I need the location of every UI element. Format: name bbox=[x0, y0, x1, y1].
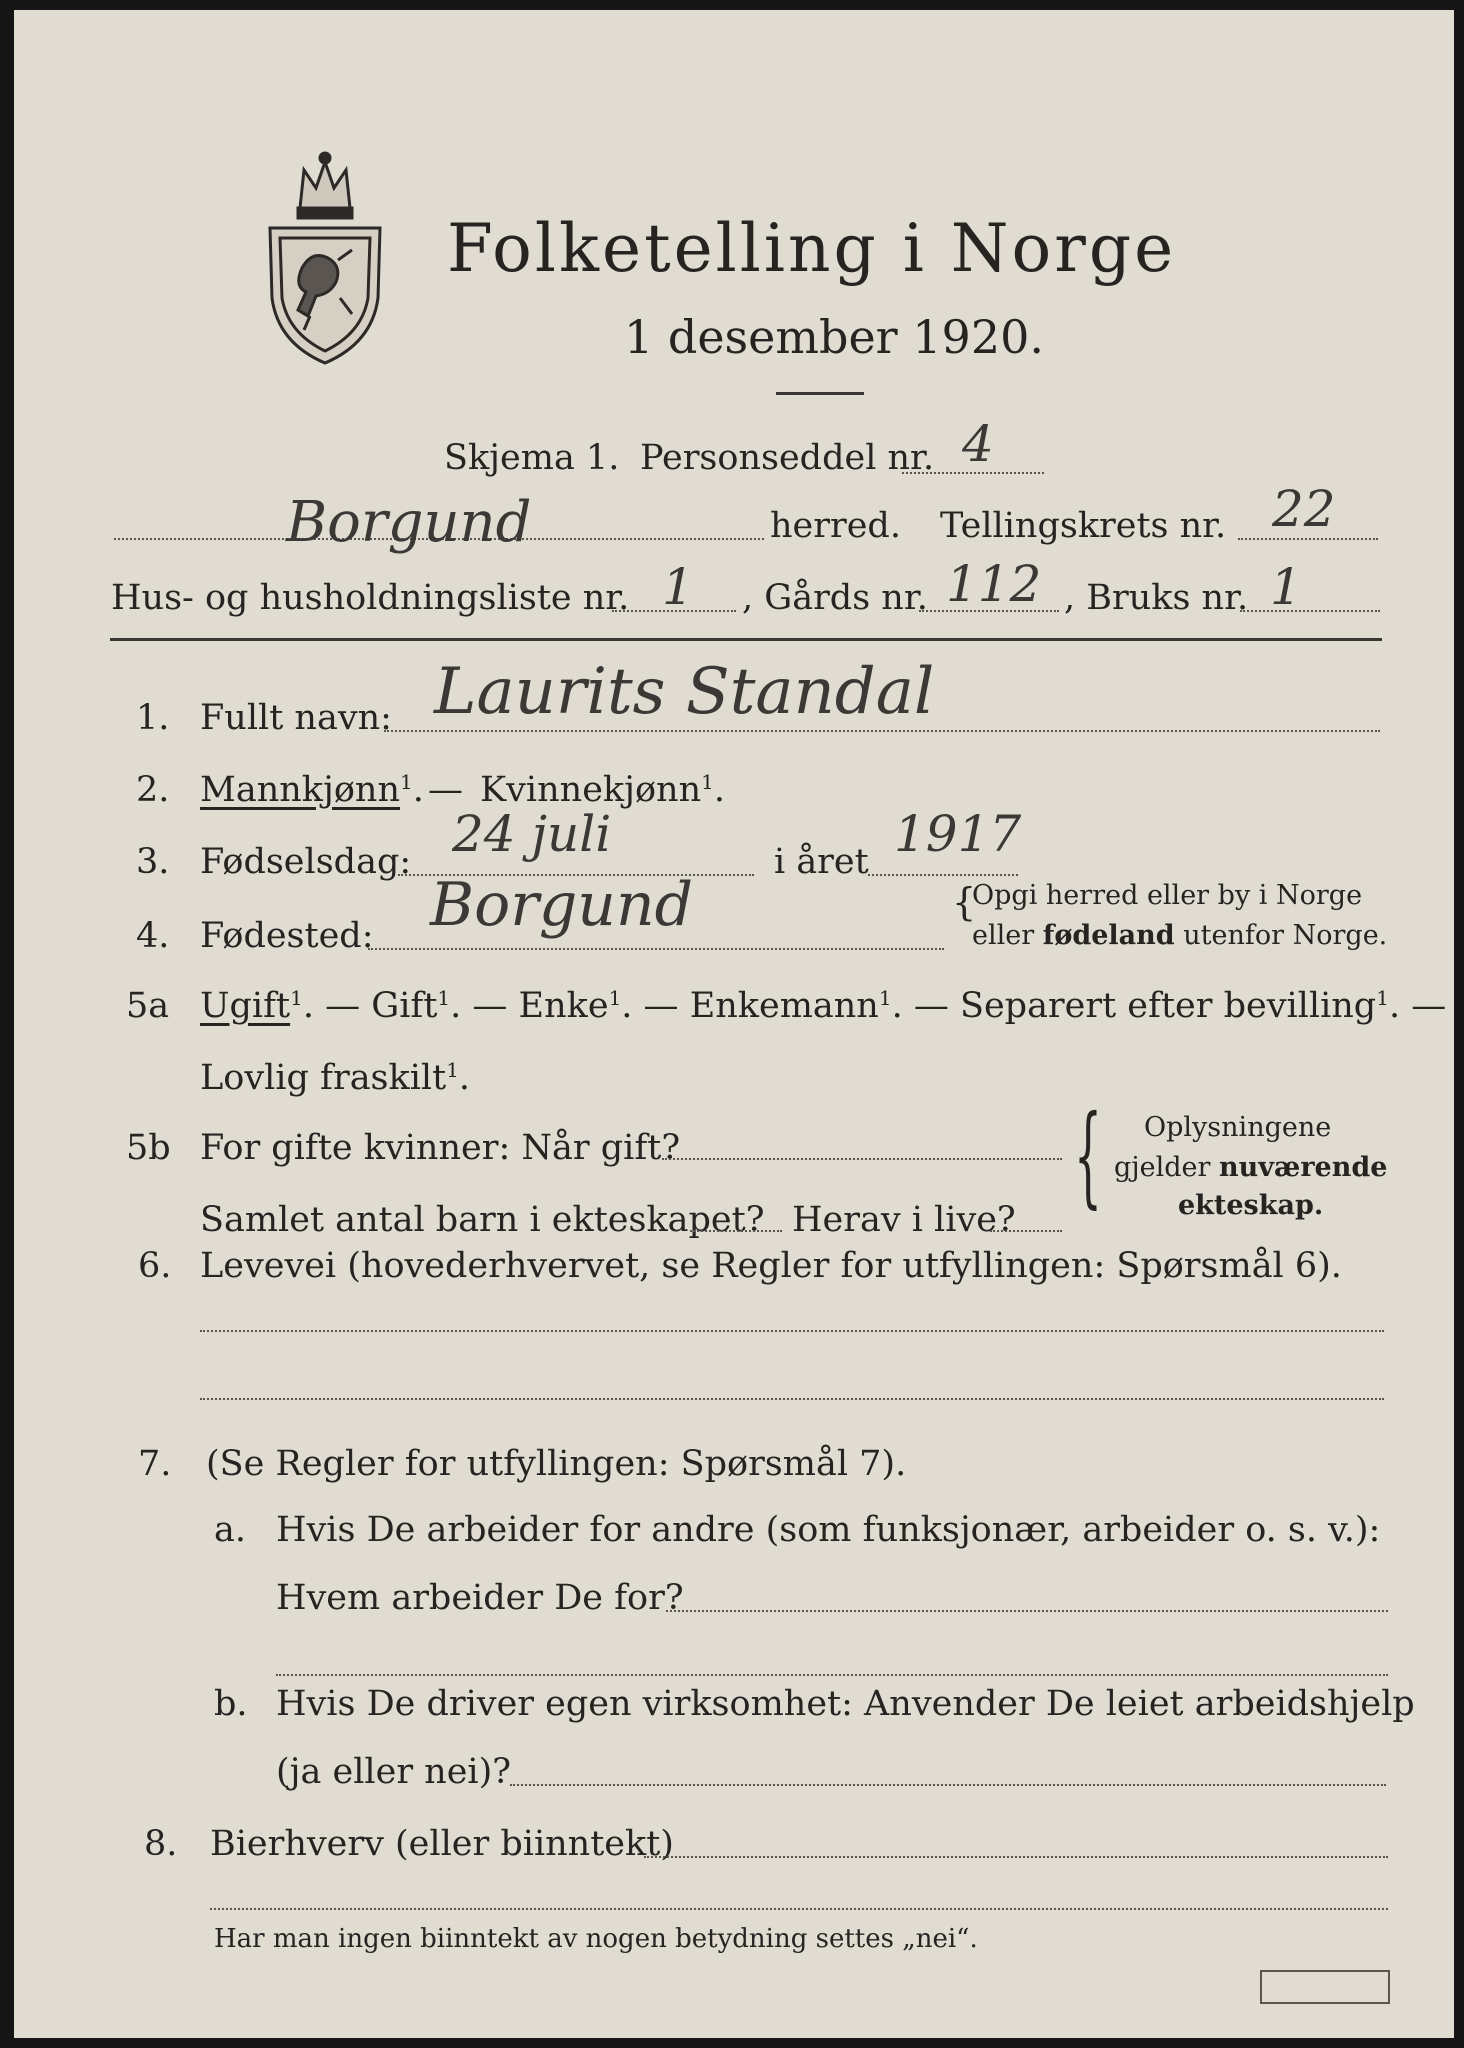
q5b-brace: { bbox=[1074, 1091, 1102, 1219]
q5b-note-line2: gjelder nuværende bbox=[1114, 1152, 1388, 1183]
q5b-line3[interactable] bbox=[990, 1230, 1062, 1232]
q4-number: 4. bbox=[136, 916, 170, 956]
q2-option-male[interactable]: Mannkjønn$^1$. bbox=[200, 770, 424, 810]
q6-line1[interactable] bbox=[200, 1330, 1384, 1332]
personseddel-label: Personseddel nr. bbox=[640, 438, 935, 478]
q4-label: Fødested: bbox=[200, 916, 374, 956]
q2-option-female[interactable]: Kvinnekjønn$^1$. bbox=[480, 770, 726, 810]
q4-note-line2: eller fødeland utenfor Norge. bbox=[972, 920, 1388, 951]
q6-label: Levevei (hovederhvervet, se Regler for utfyllingen: Spørsmål 6). bbox=[200, 1246, 1342, 1286]
title-divider bbox=[776, 392, 864, 395]
q1-number: 1. bbox=[136, 698, 170, 738]
husliste-label: Hus- og husholdningsliste nr. bbox=[111, 578, 630, 618]
q5a-number: 5a bbox=[126, 986, 170, 1026]
q5b-label2: Samlet antal barn i ekteskapet? bbox=[200, 1200, 765, 1240]
q5a-options[interactable]: Ugift$^1$. — Gift$^1$. — Enke$^1$. — Enkemann$^1$. — Separert efter bevilling$^1$. — bbox=[200, 986, 1447, 1026]
gards-label: , Gårds nr. bbox=[742, 578, 928, 618]
q7b-letter: b. bbox=[214, 1684, 248, 1724]
herred-label: herred. bbox=[770, 506, 901, 546]
q5b-note-line3: ekteskap. bbox=[1178, 1190, 1324, 1221]
tellingskrets-line bbox=[1238, 538, 1378, 540]
q8-label: Bierhverv (eller biinntekt) bbox=[210, 1824, 674, 1864]
tellingskrets-value[interactable]: 22 bbox=[1272, 480, 1336, 538]
q8-line2[interactable] bbox=[210, 1908, 1388, 1910]
husliste-value[interactable]: 1 bbox=[662, 558, 694, 616]
q8-number: 8. bbox=[144, 1824, 178, 1864]
q5b-label3: Herav i live? bbox=[792, 1200, 1016, 1240]
q2-separator: — bbox=[428, 770, 463, 810]
q5b-line1[interactable] bbox=[662, 1158, 1062, 1160]
q8-footnote: Har man ingen biinntekt av nogen betydning settes „nei“. bbox=[214, 1924, 978, 1954]
q7a-line1[interactable] bbox=[666, 1610, 1388, 1612]
personseddel-value[interactable]: 4 bbox=[962, 415, 994, 473]
q7b-line[interactable] bbox=[510, 1784, 1386, 1786]
q6-number: 6. bbox=[138, 1246, 172, 1286]
q7b-label: Hvis De driver egen virksomhet: Anvender De leiet arbeidshjelp bbox=[276, 1684, 1415, 1724]
q1-label: Fullt navn: bbox=[200, 698, 392, 738]
bruks-line bbox=[1240, 610, 1380, 612]
q3-year-line bbox=[868, 874, 1018, 876]
q1-value[interactable]: Laurits Standal bbox=[434, 655, 935, 729]
q3-label: Fødselsdag: bbox=[200, 842, 412, 882]
q7-label: (Se Regler for utfyllingen: Spørsmål 7). bbox=[206, 1444, 907, 1484]
q5a-options-line2[interactable]: Lovlig fraskilt$^1$. bbox=[200, 1058, 471, 1098]
q3-day-value[interactable]: 24 juli bbox=[452, 805, 612, 863]
q7a-letter: a. bbox=[214, 1510, 246, 1550]
norwegian-coat-of-arms-icon bbox=[260, 148, 390, 366]
printer-stamp bbox=[1260, 1970, 1390, 2004]
form-title: Folketelling i Norge bbox=[447, 210, 1177, 287]
q5b-label: For gifte kvinner: Når gift? bbox=[200, 1128, 681, 1168]
header-divider bbox=[110, 638, 1382, 641]
q7-number: 7. bbox=[138, 1444, 172, 1484]
q3-year-value[interactable]: 1917 bbox=[894, 805, 1022, 863]
q5b-number: 5b bbox=[126, 1128, 171, 1168]
bruks-value[interactable]: 1 bbox=[1270, 558, 1302, 616]
q7a-sublabel: Hvem arbeider De for? bbox=[276, 1578, 684, 1618]
gards-value[interactable]: 112 bbox=[946, 555, 1042, 613]
q5b-note-line1: Oplysningene bbox=[1144, 1112, 1332, 1143]
census-form bbox=[14, 10, 1454, 2038]
bruks-label: , Bruks nr. bbox=[1064, 578, 1249, 618]
q2-number: 2. bbox=[136, 770, 170, 810]
q4-brace: { bbox=[952, 880, 977, 924]
q4-value[interactable]: Borgund bbox=[430, 870, 693, 940]
q4-note-line1: Opgi herred eller by i Norge bbox=[972, 880, 1363, 911]
q3-year-label: i året bbox=[774, 842, 869, 882]
q6-line2[interactable] bbox=[200, 1398, 1384, 1400]
q7a-line2[interactable] bbox=[276, 1674, 1388, 1676]
q7a-label: Hvis De arbeider for andre (som funksjonær, arbeider o. s. v.): bbox=[276, 1510, 1381, 1550]
q5b-line2[interactable] bbox=[690, 1230, 782, 1232]
q8-line1[interactable] bbox=[644, 1856, 1388, 1858]
tellingskrets-label: Tellingskrets nr. bbox=[940, 506, 1227, 546]
q4-line bbox=[368, 948, 944, 950]
skjema-label: Skjema 1. bbox=[444, 438, 620, 478]
q3-number: 3. bbox=[136, 842, 170, 882]
herred-value[interactable]: Borgund bbox=[286, 490, 532, 555]
q1-line bbox=[384, 730, 1380, 732]
form-date: 1 desember 1920. bbox=[624, 310, 1044, 364]
q7b-sublabel: (ja eller nei)? bbox=[276, 1752, 512, 1792]
